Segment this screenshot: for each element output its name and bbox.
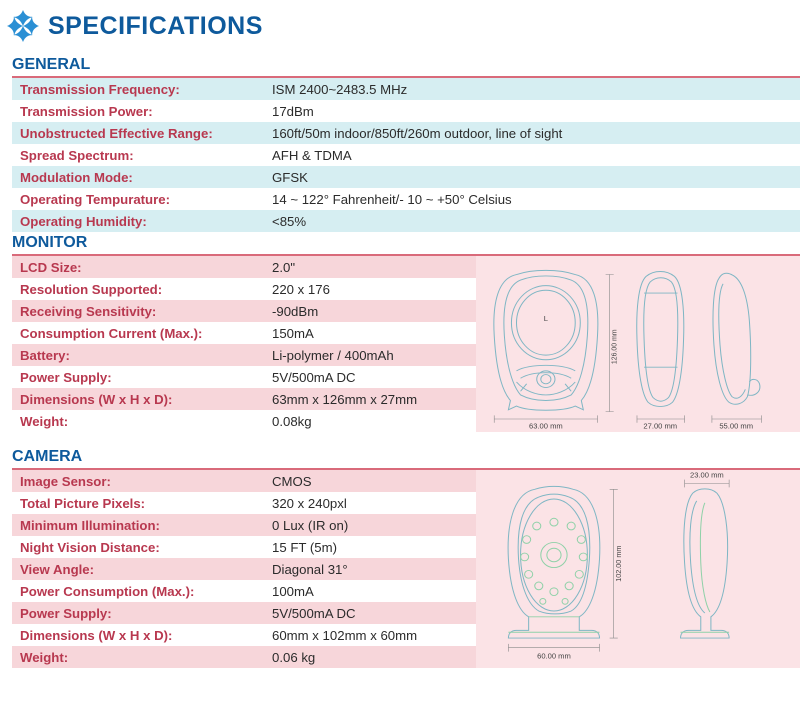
camera-spec-table <box>12 470 500 668</box>
table-row <box>12 514 500 536</box>
monitor-technical-drawing <box>476 256 800 432</box>
spec-label: Power Supply: <box>12 602 260 624</box>
monitor-drawing-panel <box>476 256 800 432</box>
spec-label: LCD Size: <box>12 256 260 278</box>
spec-value: Diagonal 31° <box>260 558 500 580</box>
camera-technical-drawing <box>476 470 800 668</box>
table-row <box>12 366 500 388</box>
spec-value: 150mA <box>260 322 500 344</box>
spec-label: Image Sensor: <box>12 470 260 492</box>
section-general <box>0 54 800 232</box>
spec-label: Operating Humidity: <box>12 210 260 232</box>
general-spec-table <box>12 78 800 232</box>
spec-label: Battery: <box>12 344 260 366</box>
table-row <box>12 322 500 344</box>
spec-value: <85% <box>260 210 800 232</box>
spec-label: Power Consumption (Max.): <box>12 580 260 602</box>
spec-value: 100mA <box>260 580 500 602</box>
section-monitor <box>0 232 800 432</box>
table-row <box>12 278 500 300</box>
table-row <box>12 188 800 210</box>
spec-value: CMOS <box>260 470 500 492</box>
spec-value: 0.06 kg <box>260 646 500 668</box>
page-title: SPECIFICATIONS <box>48 11 263 40</box>
spec-value: 17dBm <box>260 100 800 122</box>
spec-value: 0 Lux (IR on) <box>260 514 500 536</box>
table-row <box>12 580 500 602</box>
spec-value: ISM 2400~2483.5 MHz <box>260 78 800 100</box>
spec-value: GFSK <box>260 166 800 188</box>
spec-label: Spread Spectrum: <box>12 144 260 166</box>
table-row <box>12 78 800 100</box>
monitor-spec-column <box>0 256 488 432</box>
spec-label: Dimensions (W x H x D): <box>12 388 260 410</box>
table-row <box>12 144 800 166</box>
spec-label: Modulation Mode: <box>12 166 260 188</box>
table-row <box>12 344 500 366</box>
dim-label: 63.00 mm <box>529 421 563 431</box>
spec-label: Transmission Power: <box>12 100 260 122</box>
spec-label: Night Vision Distance: <box>12 536 260 558</box>
table-row <box>12 210 800 232</box>
medical-cross-icon <box>6 9 40 43</box>
table-row <box>12 602 500 624</box>
section-title-monitor: MONITOR <box>12 234 88 251</box>
spec-label: Total Picture Pixels: <box>12 492 260 514</box>
spec-label: View Angle: <box>12 558 260 580</box>
svg-text:L: L <box>543 314 548 323</box>
table-row <box>12 470 500 492</box>
spec-value: AFH & TDMA <box>260 144 800 166</box>
dim-label: 60.00 mm <box>537 651 571 661</box>
table-row <box>12 646 500 668</box>
spec-value: 320 x 240pxl <box>260 492 500 514</box>
spec-value: 0.08kg <box>260 410 500 432</box>
dim-label: 23.00 mm <box>689 470 724 480</box>
dim-label: 126.00 mm <box>609 329 619 365</box>
spec-value: 160ft/50m indoor/850ft/260m outdoor, line of sight <box>260 122 800 144</box>
dim-label: 102.00 mm <box>613 545 623 582</box>
spec-value: -90dBm <box>260 300 500 322</box>
section-camera <box>0 446 800 668</box>
spec-value: 15 FT (5m) <box>260 536 500 558</box>
table-row <box>12 256 500 278</box>
spec-value: 63mm x 126mm x 27mm <box>260 388 500 410</box>
spec-label: Unobstructed Effective Range: <box>12 122 260 144</box>
spec-value: 5V/500mA DC <box>260 602 500 624</box>
spec-label: Consumption Current (Max.): <box>12 322 260 344</box>
table-row <box>12 492 500 514</box>
spec-label: Receiving Sensitivity: <box>12 300 260 322</box>
table-row <box>12 100 800 122</box>
camera-drawing-panel <box>476 470 800 668</box>
page-header <box>0 0 800 50</box>
spec-label: Weight: <box>12 410 260 432</box>
dim-label: 27.00 mm <box>643 421 678 431</box>
table-row <box>12 388 500 410</box>
spec-value: 220 x 176 <box>260 278 500 300</box>
table-row <box>12 410 500 432</box>
table-row <box>12 558 500 580</box>
table-row <box>12 624 500 646</box>
table-row <box>12 122 800 144</box>
spec-label: Minimum Illumination: <box>12 514 260 536</box>
table-row <box>12 166 800 188</box>
camera-spec-column <box>0 470 488 668</box>
spec-label: Weight: <box>12 646 260 668</box>
monitor-spec-table <box>12 256 500 432</box>
spec-label: Power Supply: <box>12 366 260 388</box>
spec-label: Resolution Supported: <box>12 278 260 300</box>
spec-value: Li-polymer / 400mAh <box>260 344 500 366</box>
spec-value: 60mm x 102mm x 60mm <box>260 624 500 646</box>
dim-label: 55.00 mm <box>719 421 754 431</box>
table-row <box>12 536 500 558</box>
spec-label: Operating Tempurature: <box>12 188 260 210</box>
spec-value: 14 ~ 122° Fahrenheit/- 10 ~ +50° Celsius <box>260 188 800 210</box>
spec-value: 2.0" <box>260 256 500 278</box>
section-title-camera: CAMERA <box>12 448 83 465</box>
section-title-general: GENERAL <box>12 56 91 73</box>
section-gap <box>0 432 800 446</box>
spec-label: Transmission Frequency: <box>12 78 260 100</box>
spec-label: Dimensions (W x H x D): <box>12 624 260 646</box>
table-row <box>12 300 500 322</box>
spec-value: 5V/500mA DC <box>260 366 500 388</box>
